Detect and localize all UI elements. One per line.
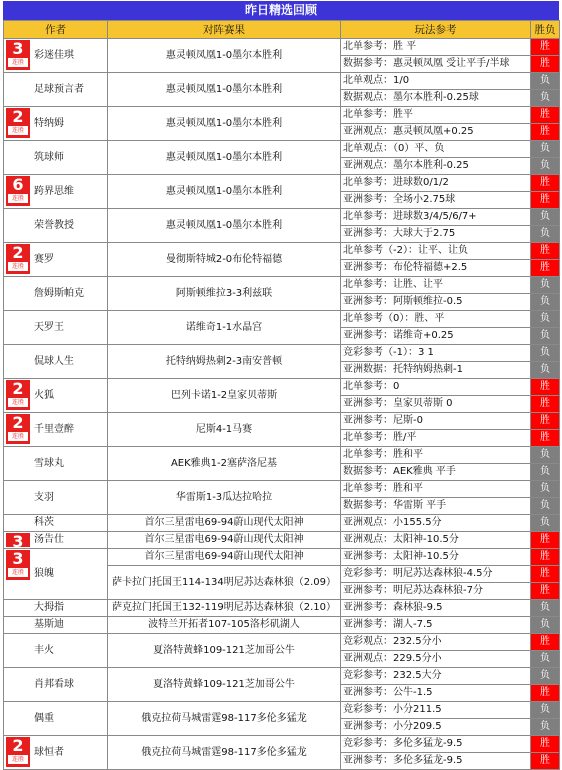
play-reference: 数据参考：华雷斯 平手	[341, 498, 531, 515]
play-reference: 亚洲参考：全场小2.75球	[341, 192, 531, 209]
author-name[interactable]: 基斯迪	[34, 619, 64, 630]
result-lose-badge: 负	[531, 209, 560, 226]
result-win-badge: 胜	[531, 243, 560, 260]
streak-label: 连胜	[8, 398, 28, 407]
play-reference: 数据参考：AEK雅典 平手	[341, 464, 531, 481]
author-cell	[4, 413, 108, 447]
play-reference: 竞彩参考：小分211.5	[341, 702, 531, 719]
streak-badge	[6, 550, 30, 580]
play-reference: 亚洲参考：公牛-1.5	[341, 685, 531, 702]
result-lose-badge: 负	[531, 345, 560, 362]
play-reference: 亚洲参考：尼斯-0	[341, 413, 531, 430]
table-row	[4, 277, 560, 294]
result-win-badge: 胜	[531, 736, 560, 753]
streak-count: 2	[12, 107, 24, 126]
play-reference: 亚洲参考：诺维奇+0.25	[341, 328, 531, 345]
play-reference: 竞彩参考（-1）：3 1	[341, 345, 531, 362]
author-name[interactable]: 荣誉教授	[34, 219, 74, 231]
play-reference: 北单参考（0）：胜、平	[341, 311, 531, 328]
play-reference: 北单参考：让胜、让平	[341, 277, 531, 294]
match-result: 巴列卡诺1-2皇家贝蒂斯	[108, 379, 341, 413]
result-lose-badge: 负	[531, 311, 560, 328]
table-row	[4, 175, 560, 192]
play-reference: 亚洲观点：惠灵顿凤凰+0.25	[341, 124, 531, 141]
result-lose-badge: 负	[531, 158, 560, 175]
table-row	[4, 413, 560, 430]
result-lose-badge: 负	[531, 719, 560, 736]
result-win-badge: 胜	[531, 56, 560, 73]
streak-label: 连胜	[8, 58, 28, 67]
play-reference: 竞彩参考：多伦多猛龙-9.5	[341, 736, 531, 753]
play-reference: 亚洲观点：229.5分小	[341, 651, 531, 668]
author-name[interactable]: 雪球丸	[34, 457, 64, 469]
author-cell	[4, 532, 108, 549]
play-reference: 亚洲参考：多伦多猛龙-9.5	[341, 753, 531, 770]
result-lose-badge: 负	[531, 600, 560, 617]
author-cell	[4, 634, 108, 668]
table-row	[4, 549, 560, 566]
result-lose-badge: 负	[531, 277, 560, 294]
result-win-badge: 胜	[531, 413, 560, 430]
streak-count: 3	[12, 549, 24, 568]
table-row	[4, 617, 560, 634]
table-row	[4, 311, 560, 328]
result-lose-badge: 负	[531, 668, 560, 685]
author-name[interactable]: 火狐	[34, 389, 54, 401]
match-result: 俄克拉荷马城雷霆98-117多伦多猛龙	[108, 736, 341, 770]
play-reference: 北单参考：胜 平	[341, 39, 531, 56]
results-table	[3, 20, 560, 770]
table-row	[4, 600, 560, 617]
result-lose-badge: 负	[531, 362, 560, 379]
play-reference: 亚洲观点：太阳神-10.5分	[341, 532, 531, 549]
play-reference: 北单参考：进球数3/4/5/6/7+	[341, 209, 531, 226]
match-result: 惠灵顿凤凰1-0墨尔本胜利	[108, 141, 341, 175]
author-name[interactable]: 丰火	[34, 644, 54, 656]
author-cell	[4, 73, 108, 107]
author-name[interactable]: 天罗王	[34, 321, 64, 333]
play-reference: 数据参考：惠灵顿凤凰 受让平手/半球	[341, 56, 531, 73]
match-result: 华雷斯1-3瓜达拉哈拉	[108, 481, 341, 515]
streak-label: 连胜	[8, 262, 28, 271]
play-reference: 北单参考：进球数0/1/2	[341, 175, 531, 192]
match-result: 托特纳姆热刺2-3南安普顿	[108, 345, 341, 379]
match-result: 阿斯顿维拉3-3利兹联	[108, 277, 341, 311]
streak-count: 2	[12, 736, 24, 755]
streak-label: 连胜	[8, 568, 28, 577]
result-win-badge: 胜	[531, 396, 560, 413]
play-reference: 北单参考：胜/平	[341, 430, 531, 447]
streak-badge	[6, 244, 30, 274]
play-reference: 北单参考：0	[341, 379, 531, 396]
table-row	[4, 736, 560, 753]
streak-badge	[6, 737, 30, 767]
result-win-badge: 胜	[531, 192, 560, 209]
result-lose-badge: 负	[531, 464, 560, 481]
play-reference: 亚洲参考：皇家贝蒂斯 0	[341, 396, 531, 413]
author-name[interactable]: 支羽	[34, 491, 54, 503]
result-win-badge: 胜	[531, 379, 560, 396]
header-result: 胜负	[531, 21, 560, 39]
author-cell	[4, 668, 108, 702]
match-result: 诺维奇1-1水晶宫	[108, 311, 341, 345]
match-result: 夏洛特黄蜂109-121芝加哥公牛	[108, 668, 341, 702]
table-row	[4, 634, 560, 651]
play-reference: 亚洲参考：明尼苏达森林狼-7分	[341, 583, 531, 600]
table-row	[4, 532, 560, 549]
result-lose-badge: 负	[531, 447, 560, 464]
match-result: 首尔三星雷电69-94蔚山现代太阳神	[108, 532, 341, 549]
play-reference: 北单观点：（0）平、负	[341, 141, 531, 158]
author-cell	[4, 481, 108, 515]
author-cell	[4, 549, 108, 600]
result-lose-badge: 负	[531, 294, 560, 311]
header-match: 对阵赛果	[108, 21, 341, 39]
result-lose-badge: 负	[531, 702, 560, 719]
play-reference: 北单参考：胜和平	[341, 447, 531, 464]
result-win-badge: 胜	[531, 107, 560, 124]
result-win-badge: 胜	[531, 753, 560, 770]
author-cell	[4, 702, 108, 736]
play-reference: 亚洲数据：托特纳姆热刺-1	[341, 362, 531, 379]
streak-count: 6	[12, 175, 24, 194]
author-name[interactable]: 肖邦看球	[34, 678, 74, 690]
author-cell	[4, 617, 108, 634]
play-reference: 亚洲观点：墨尔本胜利-0.25	[341, 158, 531, 175]
result-lose-badge: 负	[531, 141, 560, 158]
result-lose-badge: 负	[531, 498, 560, 515]
play-reference: 竞彩观点：232.5分小	[341, 634, 531, 651]
match-result: 波特兰开拓者107-105洛杉矶湖人	[108, 617, 341, 634]
table-row	[4, 39, 560, 56]
match-result: 俄克拉荷马城雷霆98-117多伦多猛龙	[108, 702, 341, 736]
table-row	[4, 481, 560, 498]
match-result: 尼斯4-1马赛	[108, 413, 341, 447]
table-row	[4, 243, 560, 260]
streak-label: 连胜	[8, 432, 28, 441]
author-name[interactable]: 筑球师	[34, 151, 64, 163]
result-lose-badge: 负	[531, 617, 560, 634]
match-result: 惠灵顿凤凰1-0墨尔本胜利	[108, 175, 341, 209]
page-title: 昨日精选回顾	[3, 1, 559, 20]
play-reference: 亚洲参考：大球大于2.75	[341, 226, 531, 243]
author-name[interactable]: 狼魄	[34, 568, 54, 579]
author-cell	[4, 311, 108, 345]
author-name[interactable]: 汤告仕	[34, 534, 64, 545]
streak-badge	[6, 533, 30, 547]
play-reference: 亚洲参考：布伦特福德+2.5	[341, 260, 531, 277]
match-result: 萨卡拉门托国王114-134明尼苏达森林狼（2.09）	[108, 566, 341, 600]
author-name[interactable]: 千里壹醉	[34, 423, 74, 435]
match-result: 萨克拉门托国王132-119明尼苏达森林狼（2.10）	[108, 600, 341, 617]
author-cell	[4, 379, 108, 413]
author-cell	[4, 107, 108, 141]
author-cell	[4, 277, 108, 311]
streak-badge	[6, 380, 30, 410]
table-row	[4, 107, 560, 124]
result-lose-badge: 负	[531, 481, 560, 498]
author-name[interactable]: 詹姆斯帕克	[34, 287, 84, 299]
table-row	[4, 379, 560, 396]
table-header-row	[4, 21, 560, 39]
author-name[interactable]: 偶重	[34, 712, 54, 724]
author-cell	[4, 39, 108, 73]
play-reference: 亚洲参考：小分209.5	[341, 719, 531, 736]
result-lose-badge: 负	[531, 651, 560, 668]
table-body	[4, 39, 560, 770]
play-reference: 亚洲参考：太阳神-10.5分	[341, 549, 531, 566]
match-result: 首尔三星雷电69-94蔚山现代太阳神	[108, 515, 341, 532]
author-name[interactable]: 彩迷佳琪	[34, 49, 74, 61]
result-win-badge: 胜	[531, 583, 560, 600]
match-result: 惠灵顿凤凰1-0墨尔本胜利	[108, 107, 341, 141]
match-result: 惠灵顿凤凰1-0墨尔本胜利	[108, 209, 341, 243]
author-name[interactable]: 大拇指	[34, 602, 64, 613]
author-cell	[4, 736, 108, 770]
author-cell	[4, 175, 108, 209]
result-win-badge: 胜	[531, 549, 560, 566]
author-name[interactable]: 赛罗	[34, 253, 54, 265]
table-row	[4, 515, 560, 532]
streak-label: 连胜	[8, 755, 28, 764]
play-reference: 北单参考：胜平	[341, 107, 531, 124]
play-reference: 数据观点：墨尔本胜利-0.25球	[341, 90, 531, 107]
author-name[interactable]: 科茨	[34, 517, 54, 528]
header-play: 玩法参考	[341, 21, 531, 39]
match-result: 首尔三星雷电69-94蔚山现代太阳神	[108, 549, 341, 566]
result-win-badge: 胜	[531, 685, 560, 702]
play-reference: 竞彩参考：明尼苏达森林狼-4.5分	[341, 566, 531, 583]
result-lose-badge: 负	[531, 226, 560, 243]
streak-count: 3	[12, 39, 24, 58]
play-reference: 亚洲参考：湖人-7.5	[341, 617, 531, 634]
play-reference: 亚洲参考：阿斯顿维拉-0.5	[341, 294, 531, 311]
result-win-badge: 胜	[531, 566, 560, 583]
result-win-badge: 胜	[531, 634, 560, 651]
table-row	[4, 73, 560, 90]
author-name[interactable]: 球恒者	[34, 746, 64, 758]
match-result: 惠灵顿凤凰1-0墨尔本胜利	[108, 73, 341, 107]
play-reference: 北单参考（-2）：让平、让负	[341, 243, 531, 260]
author-name[interactable]: 跨界思维	[34, 185, 74, 197]
result-win-badge: 胜	[531, 175, 560, 192]
author-cell	[4, 515, 108, 532]
table-row	[4, 447, 560, 464]
result-win-badge: 胜	[531, 39, 560, 56]
play-reference: 亚洲观点：小155.5分	[341, 515, 531, 532]
author-cell	[4, 600, 108, 617]
match-result: AEK雅典1-2塞萨洛尼基	[108, 447, 341, 481]
match-result: 曼彻斯特城2-0布伦特福德	[108, 243, 341, 277]
author-cell	[4, 141, 108, 175]
streak-label: 连胜	[8, 126, 28, 135]
result-win-badge: 胜	[531, 124, 560, 141]
streak-count: 2	[12, 243, 24, 262]
streak-count: 2	[12, 379, 24, 398]
match-result: 夏洛特黄蜂109-121芝加哥公牛	[108, 634, 341, 668]
result-win-badge: 胜	[531, 430, 560, 447]
streak-badge	[6, 40, 30, 70]
play-reference: 北单参考：胜和平	[341, 481, 531, 498]
author-cell	[4, 209, 108, 243]
result-lose-badge: 负	[531, 515, 560, 532]
play-reference: 北单观点：1/0	[341, 73, 531, 90]
streak-badge	[6, 108, 30, 138]
table-row	[4, 668, 560, 685]
result-win-badge: 胜	[531, 260, 560, 277]
play-reference: 亚洲参考：森林狼-9.5	[341, 600, 531, 617]
result-lose-badge: 负	[531, 328, 560, 345]
table-row	[4, 209, 560, 226]
table-row	[4, 702, 560, 719]
author-name[interactable]: 特纳姆	[34, 117, 64, 129]
table-row	[4, 345, 560, 362]
result-lose-badge: 负	[531, 90, 560, 107]
table-row	[4, 141, 560, 158]
match-result: 惠灵顿凤凰1-0墨尔本胜利	[108, 39, 341, 73]
author-cell	[4, 345, 108, 379]
author-name[interactable]: 侃球人生	[34, 355, 74, 367]
play-reference: 竞彩参考：232.5大分	[341, 668, 531, 685]
header-author: 作者	[4, 21, 108, 39]
author-cell	[4, 447, 108, 481]
result-win-badge: 胜	[531, 532, 560, 549]
streak-count: 2	[12, 413, 24, 432]
result-lose-badge: 负	[531, 73, 560, 90]
streak-badge	[6, 414, 30, 444]
streak-label: 连胜	[8, 194, 28, 203]
author-name[interactable]: 足球预言者	[34, 83, 84, 95]
streak-count: 3	[12, 532, 24, 549]
author-cell	[4, 243, 108, 277]
streak-badge	[6, 176, 30, 206]
